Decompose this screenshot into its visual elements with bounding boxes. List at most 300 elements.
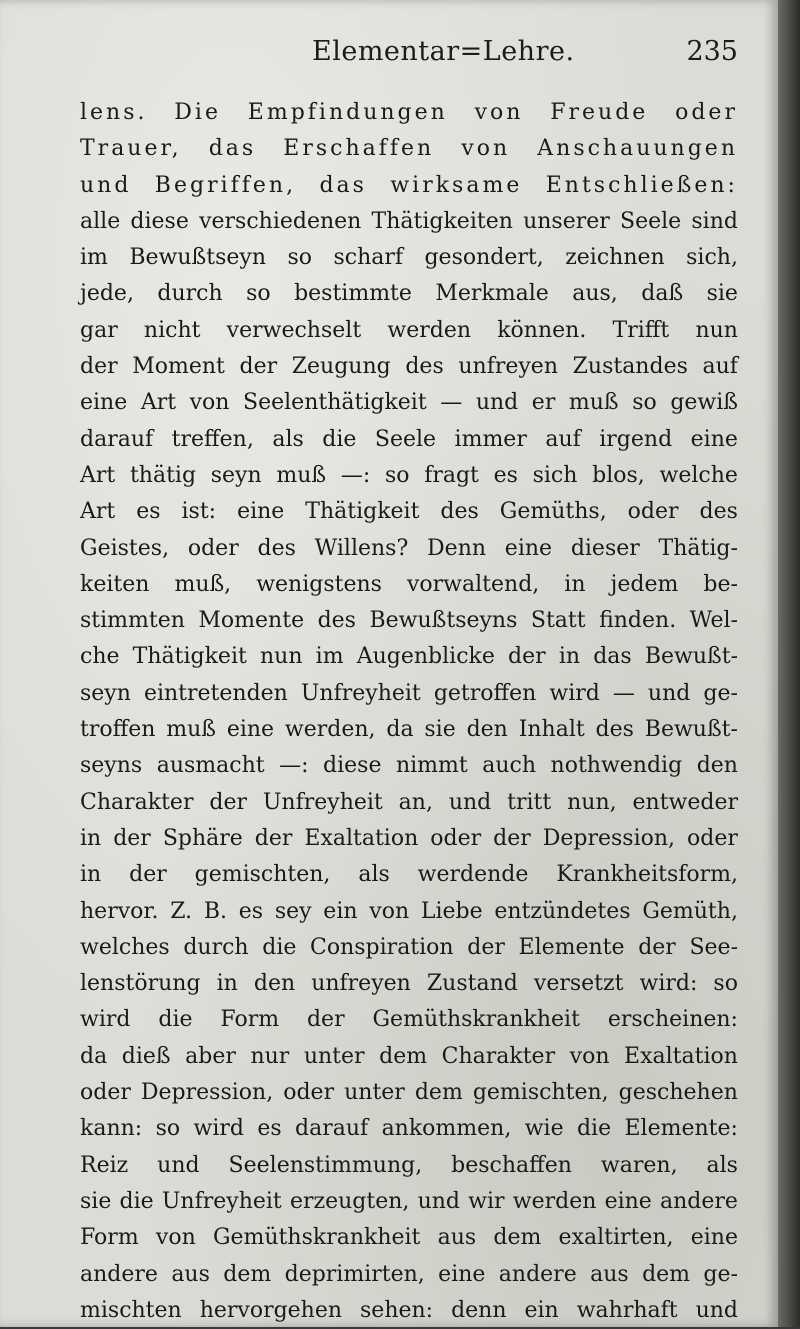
word: Seelenthätigkeit (243, 390, 427, 416)
word: durch (183, 934, 249, 960)
text-line (80, 1039, 738, 1075)
word: jede, (80, 281, 134, 307)
word: muß (166, 717, 216, 743)
word: von (369, 898, 410, 924)
word: Charakter (80, 789, 194, 815)
word: der (209, 789, 247, 815)
word: oder (80, 1080, 131, 1106)
word: Begriffen, (154, 172, 297, 198)
word: — (440, 390, 463, 416)
word: des (257, 535, 296, 561)
word: Seelenstimmung, (228, 1152, 423, 1178)
word: von (461, 136, 511, 162)
word: eine (690, 1225, 738, 1251)
word: eintretenden (143, 680, 288, 706)
word: es (136, 499, 161, 525)
word: daß (641, 281, 684, 307)
word: so (246, 281, 271, 307)
text-line (80, 785, 738, 821)
word: muß (568, 390, 619, 416)
text-line (80, 349, 738, 385)
word: Bewußtseyn (129, 245, 266, 271)
word: so (287, 245, 312, 271)
word: gemischten, (472, 1080, 609, 1106)
word: Depression, (140, 1080, 274, 1106)
word: des (405, 354, 444, 380)
word: auf (545, 426, 581, 452)
word: Trifft (612, 317, 670, 343)
word: Die (174, 100, 221, 125)
word: Moment (132, 354, 225, 380)
word: und (157, 1152, 200, 1178)
word: werden (387, 317, 472, 343)
word: Freude (550, 100, 649, 125)
word: Unfreyheit (262, 789, 383, 815)
word: verwechselt (226, 317, 362, 343)
word: des (317, 608, 356, 634)
word: Momente (198, 608, 305, 634)
text-line (80, 458, 738, 494)
word: nun, (567, 789, 617, 815)
word: den (253, 971, 296, 997)
word: und (80, 172, 132, 198)
word: dem (493, 1225, 542, 1251)
body-text (80, 95, 738, 1329)
word: den (696, 753, 738, 779)
word: Thätigkeit (305, 499, 420, 525)
word: lens. (80, 100, 148, 125)
word: che (80, 644, 120, 670)
word: fragt (424, 462, 479, 488)
word: des (595, 717, 634, 743)
word: Bewußt- (644, 717, 738, 743)
word: seyn (210, 462, 262, 488)
text-line (80, 1293, 738, 1329)
text-line (80, 748, 738, 784)
text-line (80, 676, 738, 712)
word: der (493, 825, 531, 851)
text-line (80, 1184, 738, 1220)
word: dem (223, 1261, 272, 1287)
text-line (80, 567, 738, 603)
text-line (80, 168, 738, 204)
word: hervor. (80, 898, 159, 924)
word: der (467, 934, 505, 960)
word: der (254, 825, 293, 851)
word: unserer (523, 208, 610, 234)
word: Art (80, 462, 116, 488)
word: Z. (170, 898, 193, 924)
word: nun (259, 644, 303, 670)
word: Gemüth, (642, 898, 738, 924)
word: Krankheitsform, (556, 862, 738, 888)
word: eine (237, 499, 285, 525)
word: bestimmte (294, 281, 412, 307)
word: mischten (80, 1297, 182, 1323)
word: andere (498, 1261, 577, 1287)
word: dem (379, 1043, 428, 1069)
word: — (612, 680, 635, 706)
word: Conspiration (310, 934, 454, 960)
word: der (638, 934, 676, 960)
word: Erschaffen (283, 136, 435, 162)
word: Exaltation (624, 1043, 738, 1069)
word: treffen, (171, 426, 254, 452)
word: Exaltation (304, 825, 419, 851)
word: nur (250, 1043, 290, 1069)
page-number: 235 (686, 36, 738, 67)
word: Zustand (426, 971, 518, 997)
text-line (80, 385, 738, 421)
word: wir (468, 1188, 505, 1214)
word: sey (274, 898, 312, 924)
word: und (647, 680, 691, 706)
word: troffen (80, 717, 156, 743)
word: gesondert, (424, 245, 544, 271)
word: sich (532, 462, 578, 488)
word: das (208, 136, 257, 162)
word: darauf (295, 1116, 369, 1142)
word: Reiz (80, 1152, 129, 1178)
word: von (569, 1043, 610, 1069)
page-edge-shadow (778, 0, 800, 1327)
word: aus, (572, 281, 618, 307)
word: Inhalt (518, 717, 585, 743)
word: auf (702, 354, 738, 380)
word: Art (80, 499, 116, 525)
word: Liebe (420, 898, 483, 924)
word: werden (512, 1188, 597, 1214)
text-line (80, 1257, 738, 1293)
word: und (417, 1188, 460, 1214)
word: hervorgehen (199, 1297, 343, 1323)
word: Anschauungen (537, 136, 738, 162)
word: waren, (600, 1152, 678, 1178)
word: denn (451, 1297, 507, 1323)
word: Denn (427, 535, 487, 561)
text-line (80, 1111, 738, 1147)
word: alle (80, 208, 121, 234)
word: —: (340, 462, 371, 488)
word: finden. (599, 608, 677, 634)
text-line (80, 1075, 738, 1111)
word: Entschließen: (545, 172, 738, 198)
word: oder (687, 825, 738, 851)
word: vorwaltend, (406, 571, 540, 597)
word: deprimirten, (284, 1261, 425, 1287)
text-line (80, 857, 738, 893)
word: nun (695, 317, 738, 343)
text-line (80, 712, 738, 748)
word: nothwendig (550, 753, 683, 779)
word: in (216, 971, 238, 997)
word: lenstörung (80, 971, 201, 997)
word: gar (80, 317, 118, 343)
word: getroffen (433, 680, 537, 706)
word: wenigstens (256, 571, 382, 597)
word: unter (344, 1080, 405, 1106)
word: sie (80, 1188, 112, 1214)
word: da (80, 1043, 108, 1069)
word: geschehen (618, 1080, 738, 1106)
word: Art (140, 390, 177, 416)
word: der (80, 354, 118, 380)
word: so (155, 1116, 181, 1142)
word: aus (171, 1261, 210, 1287)
word: stimmten (80, 608, 185, 634)
word: sie (706, 281, 738, 307)
word: muß, (174, 571, 232, 597)
word: er (531, 390, 556, 416)
word: wirksame (390, 172, 523, 198)
word: See- (689, 934, 738, 960)
word: ist: (181, 499, 217, 525)
word: des (699, 499, 738, 525)
word: Bewußt- (644, 644, 738, 670)
word: als (272, 426, 304, 452)
text-line (80, 1148, 738, 1184)
word: unfreyen (311, 971, 411, 997)
word: exaltirten, (558, 1225, 674, 1251)
text-line (80, 276, 738, 312)
word: Zustandes (572, 354, 688, 380)
word: Thätigkeit (132, 644, 247, 670)
word: den (466, 717, 508, 743)
word: andere (660, 1188, 738, 1214)
word: Depression, (542, 825, 676, 851)
word: Zeugung (291, 354, 391, 380)
word: ge- (703, 1261, 738, 1287)
word: im (80, 245, 108, 271)
word: in (558, 644, 581, 670)
word: im (315, 644, 344, 670)
word: wie (524, 1116, 564, 1142)
word: Trauer, (80, 136, 182, 162)
word: dem (642, 1261, 691, 1287)
word: unter (303, 1043, 365, 1069)
text-line (80, 1220, 738, 1256)
word: thätig (129, 462, 197, 488)
word: jedem (610, 571, 679, 597)
word: sich, (686, 245, 738, 271)
word: gewiß (670, 390, 738, 416)
word: die (262, 934, 297, 960)
word: eine (438, 1261, 486, 1287)
word: Gemüths, (499, 499, 607, 525)
word: kann: (80, 1116, 143, 1142)
word: Sphäre (162, 825, 243, 851)
text-line (80, 422, 738, 458)
word: wahrhaft (576, 1297, 678, 1323)
word: die (158, 1007, 193, 1033)
word: der (129, 862, 167, 888)
word: Augenblicke (356, 644, 495, 670)
text-line (80, 821, 738, 857)
word: Seele (620, 208, 682, 234)
word: dieser (570, 535, 640, 561)
word: die (119, 1188, 154, 1214)
word: können. (497, 317, 587, 343)
word: nicht (143, 317, 201, 343)
word: des (440, 499, 479, 525)
word: der (239, 354, 278, 380)
word: der (306, 1007, 345, 1033)
word: B. (203, 898, 228, 924)
word: oder (430, 825, 482, 851)
running-head (80, 34, 740, 78)
text-line (80, 494, 738, 530)
word: blos, (592, 462, 645, 488)
word: aber (185, 1043, 236, 1069)
word: oder (675, 100, 738, 125)
word: Thätigkeiten (371, 208, 513, 234)
text-line (80, 240, 738, 276)
word: dieß (121, 1043, 171, 1069)
word: zeichnen (565, 245, 665, 271)
word: Elemente (518, 934, 625, 960)
word: Charakter (441, 1043, 556, 1069)
word: werdende (417, 862, 529, 888)
word: verschiedenen (199, 208, 362, 234)
text-line (80, 204, 738, 240)
word: da (386, 717, 414, 743)
word: entzündetes (494, 898, 631, 924)
word: an, (398, 789, 433, 815)
word: tritt (507, 789, 552, 815)
word: versetzt (533, 971, 624, 997)
word: so (632, 390, 657, 416)
word: die (322, 426, 357, 452)
word: oder (283, 1080, 335, 1106)
word: so (384, 462, 410, 488)
word: die (576, 1116, 612, 1142)
word: andere (80, 1261, 158, 1287)
word: ankommen, (381, 1116, 512, 1142)
word: Form (220, 1007, 280, 1033)
word: durch (157, 281, 223, 307)
word: ein (323, 898, 358, 924)
word: ausmacht (156, 753, 265, 779)
word: keiten (80, 571, 150, 597)
text-line (80, 639, 738, 675)
word: Gemüthskrankheit (372, 1007, 580, 1033)
word: der (508, 644, 546, 670)
word: unfreyen (458, 354, 558, 380)
word: immer (454, 426, 527, 452)
word: diese (323, 753, 382, 779)
word: und (695, 1297, 738, 1323)
running-head-title: Elementar=Lehre. (312, 36, 575, 67)
word: oder (187, 535, 239, 561)
word: Statt (530, 608, 586, 634)
word: Merkmale (435, 281, 549, 307)
word: und (475, 390, 519, 416)
word: Seele (374, 426, 437, 452)
word: eine (504, 535, 553, 561)
text-line (80, 603, 738, 639)
word: entweder (632, 789, 738, 815)
word: Bewußtseyns (369, 608, 518, 634)
word: aus (437, 1225, 477, 1251)
word: wird (549, 680, 600, 706)
word: seyn (80, 680, 131, 706)
word: in (80, 825, 102, 851)
word: so (713, 971, 738, 997)
word: Unfreyheit (161, 1188, 282, 1214)
word: muß (276, 462, 327, 488)
word: in (564, 571, 586, 597)
word: Willens? (314, 535, 409, 561)
word: und (448, 789, 492, 815)
word: es (257, 1116, 282, 1142)
word: als (358, 862, 390, 888)
word: Gemüthskrankheit (212, 1225, 421, 1251)
word: aus (590, 1261, 629, 1287)
word: beschaffen (451, 1152, 572, 1178)
word: wird (80, 1007, 131, 1033)
text-line (80, 894, 738, 930)
word: Empfindungen (247, 100, 448, 125)
word: der (113, 825, 151, 851)
word: ge- (703, 680, 738, 706)
word: von (189, 390, 230, 416)
word: darauf (80, 426, 154, 452)
word: werden, (284, 717, 376, 743)
word: Geistes, (80, 535, 170, 561)
text-line (80, 313, 738, 349)
word: irgend (599, 426, 673, 452)
word: eine (604, 1188, 652, 1214)
word: erzeugten, (289, 1188, 410, 1214)
word: be- (703, 571, 738, 597)
text-line (80, 531, 738, 567)
word: welche (659, 462, 738, 488)
text-line (80, 95, 738, 131)
word: auch (482, 753, 537, 779)
text-line (80, 930, 738, 966)
word: —: (279, 753, 309, 779)
word: dem (414, 1080, 463, 1106)
word: in (80, 862, 102, 888)
word: es (238, 898, 264, 924)
word: das (319, 172, 367, 198)
text-line (80, 131, 738, 167)
word: sie (424, 717, 456, 743)
word: als (706, 1152, 738, 1178)
word: eine (690, 426, 738, 452)
word: Form (80, 1225, 139, 1251)
word: diese (130, 208, 189, 234)
word: scharf (333, 245, 404, 271)
word: eine (80, 390, 128, 416)
word: welches (80, 934, 170, 960)
word: wird (193, 1116, 244, 1142)
text-line (80, 966, 738, 1002)
word: sehen: (360, 1297, 434, 1323)
word: nimmt (395, 753, 468, 779)
word: ein (524, 1297, 559, 1323)
word: das (593, 644, 632, 670)
word: von (474, 100, 524, 125)
word: wird: (639, 971, 698, 997)
word: erscheinen: (607, 1007, 738, 1033)
word: Thätig- (658, 535, 738, 561)
word: seyns (80, 753, 143, 779)
word: Wel- (689, 608, 738, 634)
word: oder (627, 499, 679, 525)
word: Elemente: (624, 1116, 738, 1142)
word: von (155, 1225, 196, 1251)
